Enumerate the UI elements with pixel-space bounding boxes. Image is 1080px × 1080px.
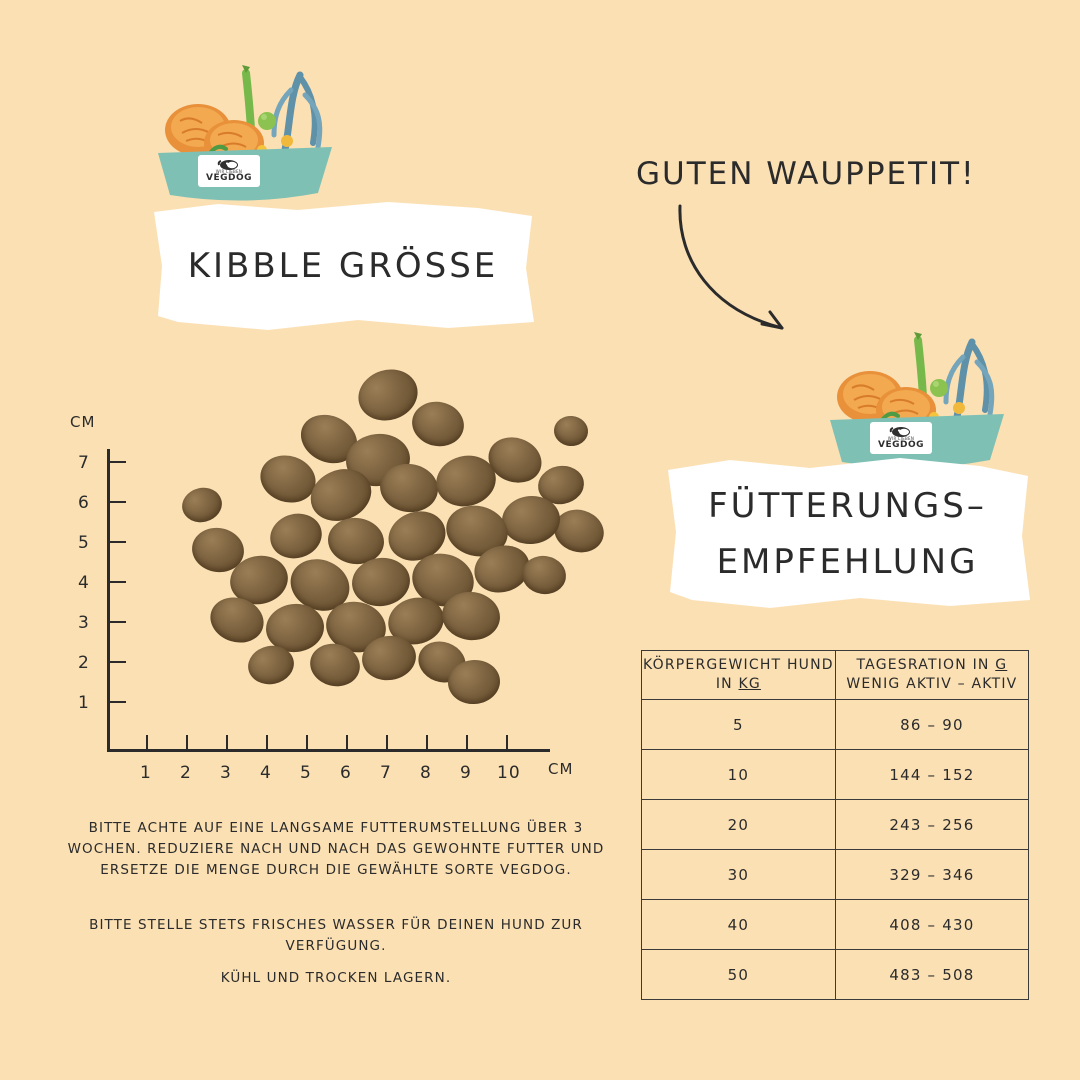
badge-tagline-1: WIR LIEBEN: [215, 169, 243, 174]
kibble-piece: [178, 484, 225, 527]
ruler-unit-top: CM: [70, 413, 96, 431]
cell-ration: 86 – 90: [835, 700, 1028, 750]
ruler-y-label-4: 4: [78, 573, 90, 593]
table-row: [642, 750, 1029, 800]
kibble-piece: [408, 397, 468, 451]
kibble-piece: [553, 415, 589, 448]
table-header-weight-unit: KG: [738, 676, 761, 692]
ruler-x-label-3: 3: [220, 763, 232, 783]
ruler-x-axis: [107, 749, 550, 752]
table-header-weight: [642, 651, 836, 700]
table-row: [642, 950, 1029, 1000]
storage-note: KÜHL UND TROCKEN LAGERN.: [220, 970, 452, 986]
table-row: [642, 900, 1029, 950]
curved-arrow-icon: [672, 200, 832, 350]
ruler-y-tick: [110, 701, 126, 703]
cell-ration: 408 – 430: [835, 900, 1028, 950]
ruler-y-tick: [110, 621, 126, 623]
ruler-x-tick: [426, 735, 428, 751]
feeding-label-blob: [660, 452, 1035, 618]
ruler-x-tick: [386, 735, 388, 751]
feeding-heading-line1: FÜTTERUNGS–: [708, 486, 987, 526]
cell-ration: 144 – 152: [835, 750, 1028, 800]
badge-tagline-1: WIR LIEBEN: [887, 436, 915, 441]
cell-weight: 50: [642, 950, 836, 1000]
feeding-transition-note: BITTE ACHTE AUF EINE LANGSAME FUTTERUMSTELLUNG ÜBER 3 WOCHEN. REDUZIERE NACH UND NACH DAS GEWOHNTE FUTTER UND ERSETZE DIE MENGE DURCH DIE GEWÄHLTE SORTE VEGDOG.: [67, 820, 605, 878]
ruler-x-label-2: 2: [180, 763, 192, 783]
ruler-x-label-8: 8: [420, 763, 432, 783]
ruler-y-tick: [110, 661, 126, 663]
ruler-y-axis: [107, 449, 110, 752]
appetite-heading: GUTEN WAUPPETIT!: [636, 156, 976, 192]
ruler-y-tick: [110, 581, 126, 583]
ruler-x-tick: [226, 735, 228, 751]
cell-weight: 10: [642, 750, 836, 800]
ruler-x-tick: [306, 735, 308, 751]
water-note: BITTE STELLE STETS FRISCHES WASSER FÜR DEINEN HUND ZUR VERFÜGUNG.: [89, 917, 583, 954]
table-header-ration-unit: G: [995, 657, 1008, 674]
table-header-ration-pre: TAGESRATION IN: [856, 657, 996, 674]
ruler-x-label-6: 6: [340, 763, 352, 783]
ruler-x-label-1: 1: [140, 763, 152, 783]
table-header-ration-line1: [836, 656, 1028, 675]
ruler-x-tick: [186, 735, 188, 751]
cell-ration: 483 – 508: [835, 950, 1028, 1000]
cell-weight: 20: [642, 800, 836, 850]
kibble-size-label-blob: [148, 196, 538, 340]
table-header-ration: [835, 651, 1028, 700]
badge-brand: VEGDOG: [877, 440, 924, 450]
kibble-pile: [150, 360, 620, 710]
ruler-y-tick: [110, 461, 126, 463]
ruler-x-label-9: 9: [460, 763, 472, 783]
vegdog-bowl-right: [822, 322, 1012, 467]
feeding-table: [641, 650, 1029, 1000]
table-header-ration-line2: WENIG AKTIV – AKTIV: [846, 676, 1018, 692]
table-row: [642, 850, 1029, 900]
ruler-y-label-2: 2: [78, 653, 90, 673]
ruler-unit-right: CM: [548, 760, 574, 778]
cell-ration: 243 – 256: [835, 800, 1028, 850]
ruler-x-label-5: 5: [300, 763, 312, 783]
ruler-x-tick: [506, 735, 508, 751]
ruler-y-label-1: 1: [78, 693, 90, 713]
table-header-weight-unit-pre: IN: [715, 676, 739, 692]
feeding-heading-line2: EMPFEHLUNG: [716, 542, 979, 582]
table-row: [642, 800, 1029, 850]
ruler-x-tick: [266, 735, 268, 751]
vegdog-logo-badge: [198, 155, 260, 187]
vegdog-logo-badge: [870, 422, 932, 454]
ruler-y-label-7: 7: [78, 453, 90, 473]
kibble-piece: [265, 508, 327, 565]
vegdog-bowl-top-left: [150, 55, 340, 200]
ruler-x-label-10: 10: [497, 763, 521, 783]
table-header-row: [642, 651, 1029, 700]
ruler-y-label-3: 3: [78, 613, 90, 633]
kibble-size-heading: KIBBLE GRÖSSE: [187, 246, 499, 286]
ruler-y-label-5: 5: [78, 533, 90, 553]
ruler-x-tick: [346, 735, 348, 751]
cell-weight: 40: [642, 900, 836, 950]
ruler-x-label-7: 7: [380, 763, 392, 783]
ruler-y-label-6: 6: [78, 493, 90, 513]
cell-weight: 30: [642, 850, 836, 900]
badge-brand: VEGDOG: [205, 173, 252, 183]
ruler-x-tick: [466, 735, 468, 751]
table-header-weight-line2: [642, 675, 835, 694]
cell-weight: 5: [642, 700, 836, 750]
table-header-weight-line1: KÖRPERGEWICHT HUND: [643, 657, 834, 674]
table-row: [642, 700, 1029, 750]
ruler-y-tick: [110, 541, 126, 543]
ruler-y-tick: [110, 501, 126, 503]
cell-ration: 329 – 346: [835, 850, 1028, 900]
ruler-x-tick: [146, 735, 148, 751]
ruler-x-label-4: 4: [260, 763, 272, 783]
